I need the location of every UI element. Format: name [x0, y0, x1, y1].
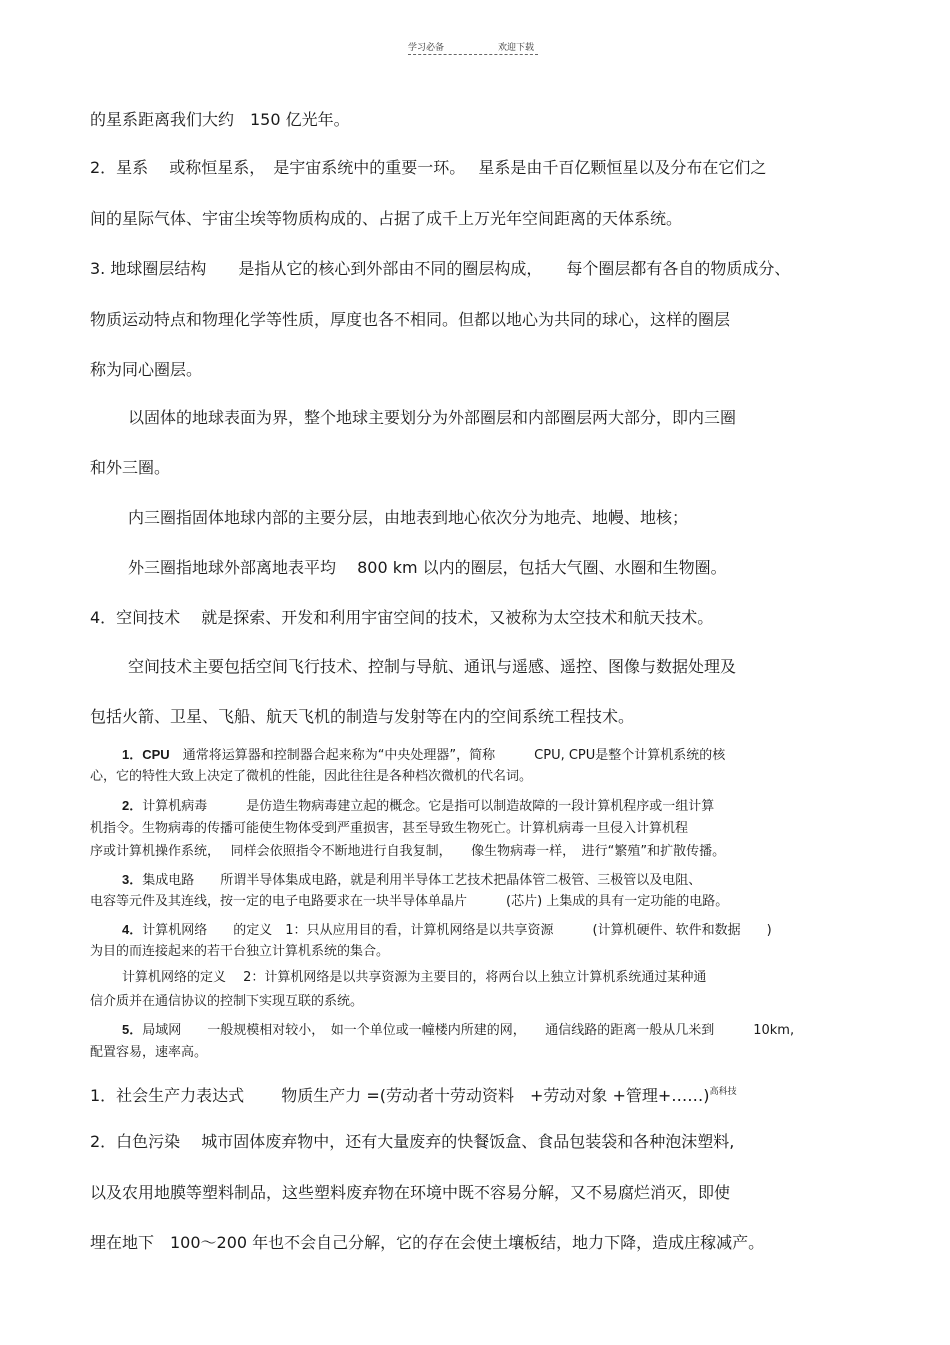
term-number: 4．	[122, 922, 143, 937]
text-line: 空间技术主要包括空间飞行技术、控制与导航、通讯与遥感、遥控、图像与数据处理及	[128, 657, 737, 676]
text-line: 称为同心圈层。	[90, 360, 203, 379]
text-line: 4．空间技术 就是探索、开发和利用宇宙空间的技术，又被称为太空技术和航天技术。	[90, 608, 714, 627]
header-right-text: 欢迎下载	[498, 43, 535, 53]
term-number: 1．CPU	[122, 747, 170, 762]
small-line: 配置容易，速率高。	[90, 1045, 208, 1060]
small-line: 5．局域网 一般规模相对较小， 如一个单位或一幢楼内所建的网， 通信线路的距离一般从几米到 10km,	[122, 1022, 795, 1038]
text-line: 埋在地下 100～200 年也不会自己分解，它的存在会使土壤板结，地力下降，造成庄稼减产。	[90, 1233, 765, 1252]
text-line: 物质运动特点和物理化学等性质，厚度也各不相同。但都以地心为共同的球心，这样的圈层	[90, 310, 731, 329]
text-line: 和外三圈。	[90, 458, 171, 477]
text-line: 2．白色污染 城市固体废弃物中，还有大量废弃的快餐饭盒、食品包装袋和各种泡沫塑料,	[90, 1132, 735, 1151]
formula-superscript: 高科技	[709, 1087, 737, 1097]
text-line: 外三圈指地球外部离地表平均 800 km 以内的圈层，包括大气圈、水圈和生物圈。	[128, 558, 727, 577]
term-number: 5．	[122, 1022, 143, 1037]
text-line: 2．星系 或称恒星系， 是宇宙系统中的重要一环。 星系是由千百亿颗恒星以及分布在它们之	[90, 158, 767, 177]
small-line: 1．CPU 通常将运算器和控制器合起来称为“中央处理器”，简称 CPU, CPU是整个计算机系统的核	[122, 747, 726, 763]
formula-line: 1．社会生产力表达式 物质生产力 =(劳动者十劳动资料 +劳动对象 +管理+……)$^{高科技}$	[90, 1086, 737, 1105]
small-line: 3．集成电路 所谓半导体集成电路，就是利用半导体工艺技术把晶体管二极管、三极管以及电阻、	[122, 872, 702, 888]
text-line: 3. 地球圈层结构 是指从它的核心到外部由不同的圈层构成， 每个圈层都有各自的物质成分、	[90, 259, 791, 278]
term-number: 2．	[122, 798, 143, 813]
small-line: 2．计算机病毒 是仿造生物病毒建立起的概念。它是指可以制造故障的一段计算机程序或一组计算	[122, 798, 715, 814]
page-header	[408, 40, 538, 53]
text-line: 包括火箭、卫星、飞船、航天飞机的制造与发射等在内的空间系统工程技术。	[90, 707, 635, 726]
small-line: 机指令。生物病毒的传播可能使生物体受到严重损害，甚至导致生物死亡。计算机病毒一旦侵入计算机程	[90, 821, 689, 836]
small-line: 计算机网络的定义 2：计算机网络是以共享资源为主要目的，将两台以上独立计算机系统通过某种通	[122, 970, 707, 985]
term-number: 3．	[122, 872, 143, 887]
text-line: 的星系距离我们大约 150 亿光年。	[90, 110, 350, 129]
small-line: 电容等元件及其连线，按一定的电子电路要求在一块半导体单晶片 (芯片) 上集成的具有一定功能的电路。	[90, 894, 729, 909]
small-line: 心，它的特性大致上决定了微机的性能，因此往往是各种档次微机的代名词。	[90, 769, 533, 784]
small-line: 为目的而连接起来的若干台独立计算机系统的集合。	[90, 944, 390, 959]
small-line: 序或计算机操作系统， 同样会依照指令不断地进行自我复制， 像生物病毒一样， 进行“繁殖”和扩散传播。	[90, 844, 726, 859]
header-divider	[408, 54, 538, 55]
text-line: 间的星际气体、宇宙尘埃等物质构成的、占据了成千上万光年空间距离的天体系统。	[90, 209, 683, 228]
small-line: 4．计算机网络 的定义 1：只从应用目的看，计算机网络是以共享资源 (计算机硬件、软件和数据 )	[122, 922, 772, 938]
text-line: 以及农用地膜等塑料制品，这些塑料废弃物在环境中既不容易分解，又不易腐烂消灭，即使	[90, 1183, 731, 1202]
text-line: 以固体的地球表面为界，整个地球主要划分为外部圈层和内部圈层两大部分，即内三圈	[128, 408, 737, 427]
text-line: 内三圈指固体地球内部的主要分层，由地表到地心依次分为地壳、地幔、地核；	[128, 508, 689, 527]
header-left-text: 学习必备	[408, 43, 445, 53]
small-line: 信介质并在通信协议的控制下实现互联的系统。	[90, 994, 364, 1009]
